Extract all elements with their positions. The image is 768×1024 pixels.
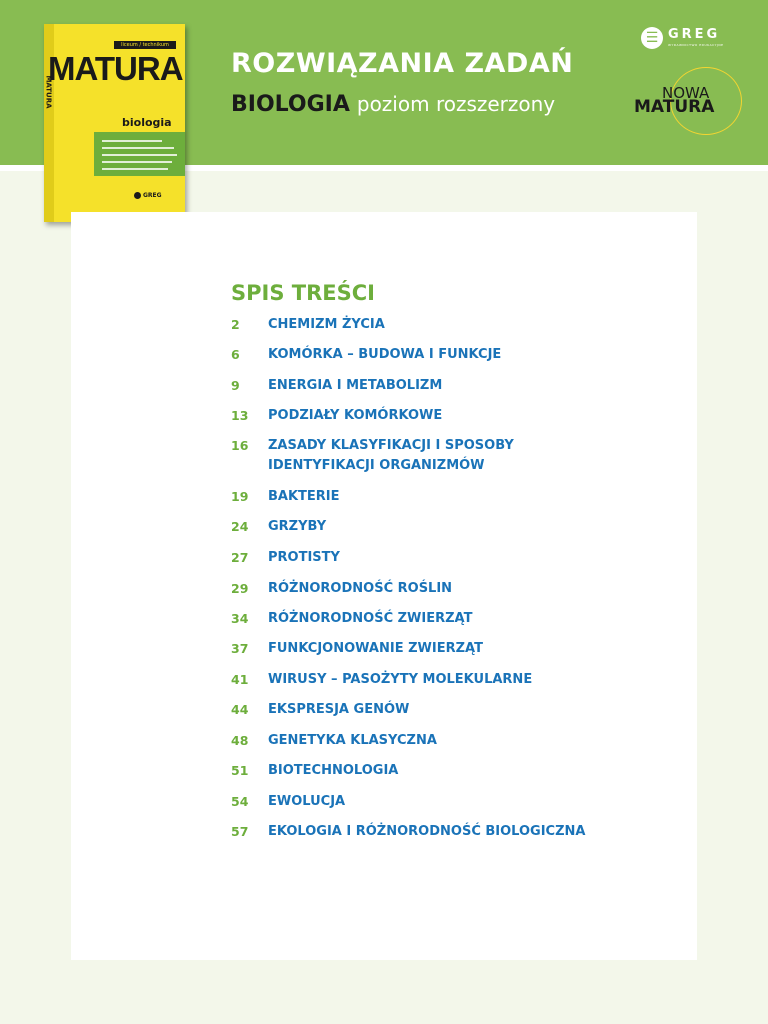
toc-link[interactable]: EKOLOGIA I RÓŻNORODNOŚĆ BIOLOGICZNA [268,824,586,839]
toc-page-number: 57 [231,824,249,839]
toc-page-number: 41 [231,672,249,687]
toc-link[interactable]: WIRUSY – PASOŻYTY MOLEKULARNE [268,672,533,687]
toc-page-number: 37 [231,641,249,656]
toc-link[interactable]: PROTISTY [268,550,340,565]
toc-page-number: 2 [231,317,240,332]
publisher-logo [641,27,736,49]
book-cover-publisher [134,192,162,199]
level-label: poziom rozszerzony [356,92,556,116]
publisher-tagline: WYDAWNICTWO EDUKACYJNE [668,43,724,47]
toc-page-number: 34 [231,611,249,626]
toc-link[interactable]: ENERGIA I METABOLIZM [268,378,443,393]
toc-link[interactable]: PODZIAŁY KOMÓRKOWE [268,408,443,423]
nowa-matura-line2: MATURA [634,97,715,117]
toc-link[interactable]: EWOLUCJA [268,794,346,809]
toc-link[interactable]: RÓŻNORODNOŚĆ ROŚLIN [268,581,453,596]
toc-page-number: 19 [231,489,249,504]
toc-page-number: 51 [231,763,249,778]
toc-link[interactable]: EKSPRESJA GENÓW [268,702,410,717]
toc-title: SPIS TREŚCI [231,281,375,305]
page-title: ROZWIĄZANIA ZADAŃ [231,48,574,79]
toc-page-number: 6 [231,347,240,362]
subject-label: BIOLOGIA [231,92,350,117]
toc-link[interactable]: GRZYBY [268,519,327,534]
book-cover-publisher-name: GREG [143,192,162,199]
toc-page-number: 54 [231,794,249,809]
nowa-matura-line1: NOWA [662,84,710,102]
toc-link[interactable]: FUNKCJONOWANIE ZWIERZĄT [268,641,483,656]
greg-logo-icon: ☰ [641,27,663,49]
toc-page-number: 27 [231,550,249,565]
toc-page-number: 29 [231,581,249,596]
book-cover-green-box [94,132,185,176]
publisher-name: GREG [668,27,721,42]
publisher-dot-icon [134,192,141,199]
book-cover-vertical-title: MATURA [44,75,53,109]
toc-page-number: 16 [231,438,249,453]
page-subtitle [231,92,555,117]
toc-page-number: 44 [231,702,249,717]
toc-link[interactable]: RÓŻNORODNOŚĆ ZWIERZĄT [268,611,473,626]
toc-link[interactable]: KOMÓRKA – BUDOWA I FUNKCJE [268,347,502,362]
book-cover-image [44,24,185,222]
toc-link[interactable]: BAKTERIE [268,489,340,504]
toc-page-number: 9 [231,378,240,393]
toc-link[interactable]: CHEMIZM ŻYCIA [268,317,385,332]
book-cover-tag: liceum / technikum [114,41,176,49]
toc-link[interactable]: ZASADY KLASYFIKACJI I SPOSOBY IDENTYFIKACJI ORGANIZMÓW [268,438,514,473]
book-cover-title: MATURA [48,50,183,87]
toc-page-number: 24 [231,519,249,534]
toc-link[interactable]: BIOTECHNOLOGIA [268,763,399,778]
toc-page-number: 13 [231,408,249,423]
toc-link[interactable]: GENETYKA KLASYCZNA [268,733,437,748]
book-cover-subject: biologia [122,116,172,129]
toc-page-number: 48 [231,733,249,748]
